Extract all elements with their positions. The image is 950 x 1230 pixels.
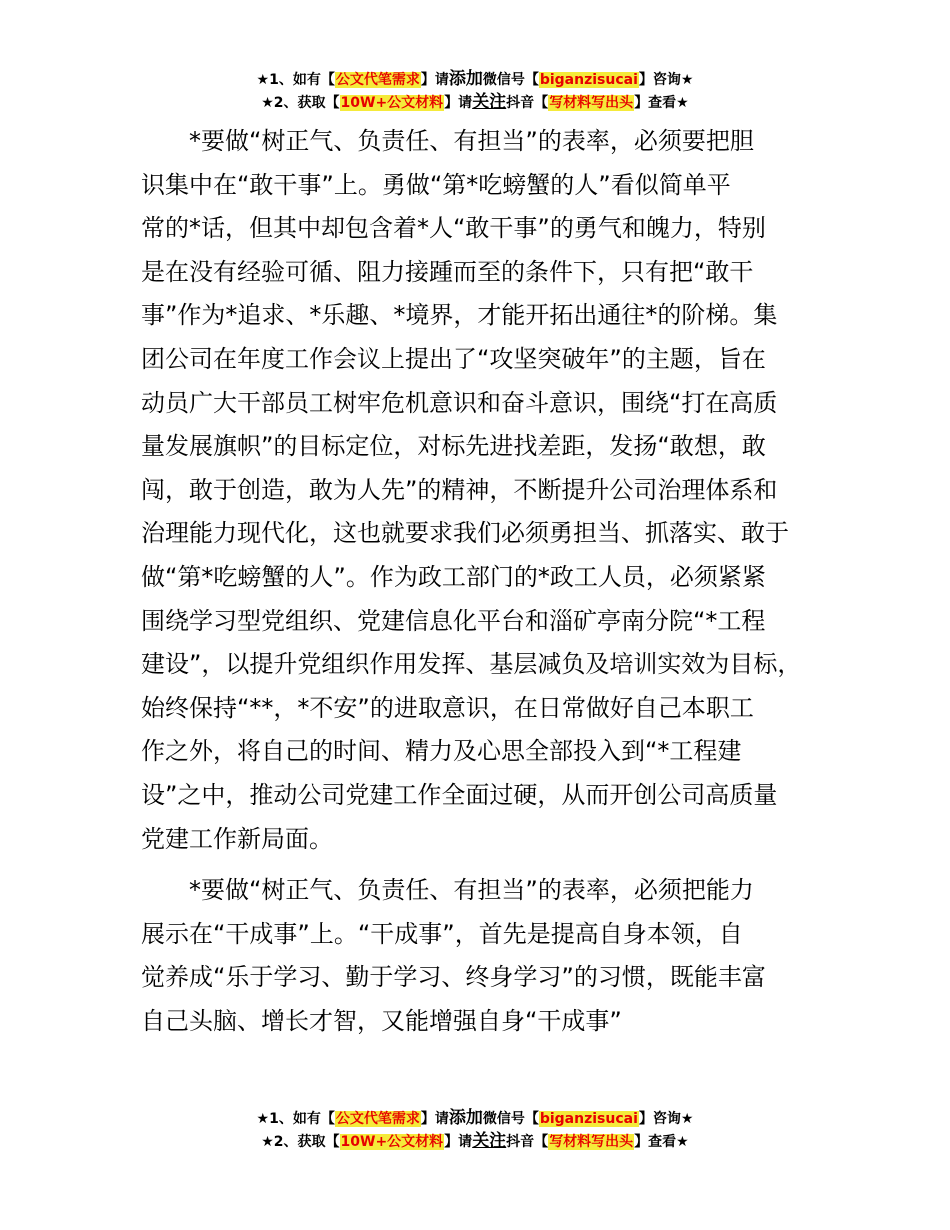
banner-text: ★1、如有【: [256, 1111, 335, 1127]
text-line: 常的*话，但其中却包含着*人“敢干事”的勇气和魄力，特别: [141, 214, 766, 243]
text-line: 是在没有经验可循、阻力接踵而至的条件下，只有把“敢干: [141, 257, 754, 286]
text-line: 展示在“干成事”上。“干成事”，首先是提高自身本领，自: [141, 919, 743, 948]
banner-text: 】请: [444, 95, 473, 111]
document-body: [141, 120, 813, 1043]
banner-text: 】请: [420, 72, 449, 88]
text-line: 建设”，以提升党组织作用发挥、基层减负及培训实效为目标，: [141, 650, 802, 679]
banner-highlight: 写材料写出头: [549, 95, 634, 111]
text-line: 作之外，将自己的时间、精力及心思全部投入到“*工程建: [141, 737, 742, 766]
banner-line-2: [0, 91, 950, 114]
banner-wechat-id: biganzisucai: [539, 72, 638, 88]
text-line: 团公司在年度工作会议上提出了“攻坚突破年”的主题，旨在: [141, 344, 766, 373]
footer-banner: [0, 1107, 950, 1153]
header-banner: [0, 68, 950, 114]
text-line: 治理能力现代化，这也就要求我们必须勇担当、抓落实、敢于: [141, 519, 789, 548]
banner-highlight: 公文代笔需求: [335, 1111, 420, 1127]
banner-emphasis: 关注: [472, 92, 507, 112]
banner-line-1: [0, 68, 950, 91]
banner-text: 】请: [420, 1111, 449, 1127]
text-line: 围绕学习型党组织、党建信息化平台和淄矿亭南分院“*工程: [141, 606, 766, 635]
banner-text: ★1、如有【: [256, 72, 335, 88]
banner-text: 】咨询★: [638, 72, 694, 88]
text-line: 闯，敢于创造，敢为人先”的精神，不断提升公司治理体系和: [141, 475, 778, 504]
banner-text: ★2、获取【: [261, 1134, 340, 1150]
banner-text: 】咨询★: [638, 1111, 694, 1127]
text-line: 党建工作新局面。: [141, 824, 333, 853]
banner-highlight: 写材料写出头: [549, 1134, 634, 1150]
banner-text: 微信号【: [482, 72, 539, 88]
text-line: 动员广大干部员工树牢危机意识和奋斗意识，围绕“打在高质: [141, 388, 778, 417]
text-line: 量发展旗帜”的目标定位，对标先进找差距，发扬“敢想，敢: [141, 432, 766, 461]
text-line: 始终保持“**，*不安”的进取意识，在日常做好自己本职工: [141, 693, 754, 722]
banner-emphasis: 添加: [448, 69, 483, 89]
banner-line-1: [0, 1107, 950, 1130]
banner-text: 】查看★: [634, 1134, 689, 1150]
text-line: 觉养成“乐于学习、勤于学习、终身学习”的习惯，既能丰富: [141, 963, 766, 992]
banner-text: ★2、获取【: [261, 95, 340, 111]
banner-line-2: [0, 1130, 950, 1153]
text-line: 识集中在“敢干事”上。勇做“第*吃螃蟹的人”看似简单平: [141, 170, 731, 199]
banner-text: 微信号【: [482, 1111, 539, 1127]
banner-highlight: 10W+公文材料: [340, 95, 444, 111]
banner-wechat-id: biganzisucai: [539, 1111, 638, 1127]
text-line: 事”作为*追求、*乐趣、*境界，才能开拓出通往*的阶梯。集: [141, 301, 778, 330]
banner-highlight: 10W+公文材料: [340, 1134, 444, 1150]
banner-highlight: 公文代笔需求: [335, 72, 420, 88]
text-line: *要做“树正气、负责任、有担当”的表率，必须把能力: [189, 876, 754, 905]
banner-text: 抖音【: [506, 1134, 549, 1150]
banner-text: 】查看★: [634, 95, 689, 111]
paragraph: [141, 869, 813, 1043]
text-line: *要做“树正气、负责任、有担当”的表率，必须要把胆: [189, 127, 754, 155]
banner-text: 】请: [444, 1134, 473, 1150]
banner-emphasis: 关注: [472, 1131, 507, 1151]
text-line: 设”之中，推动公司党建工作全面过硬，从而开创公司高质量: [141, 780, 778, 809]
text-line: 自己头脑、增长才智，又能增强自身“干成事”: [141, 1006, 622, 1035]
banner-text: 抖音【: [506, 95, 549, 111]
banner-emphasis: 添加: [448, 1108, 483, 1128]
paragraph: [141, 120, 813, 861]
text-line: 做“第*吃螃蟹的人”。作为政工部门的*政工人员，必须紧紧: [141, 562, 766, 591]
